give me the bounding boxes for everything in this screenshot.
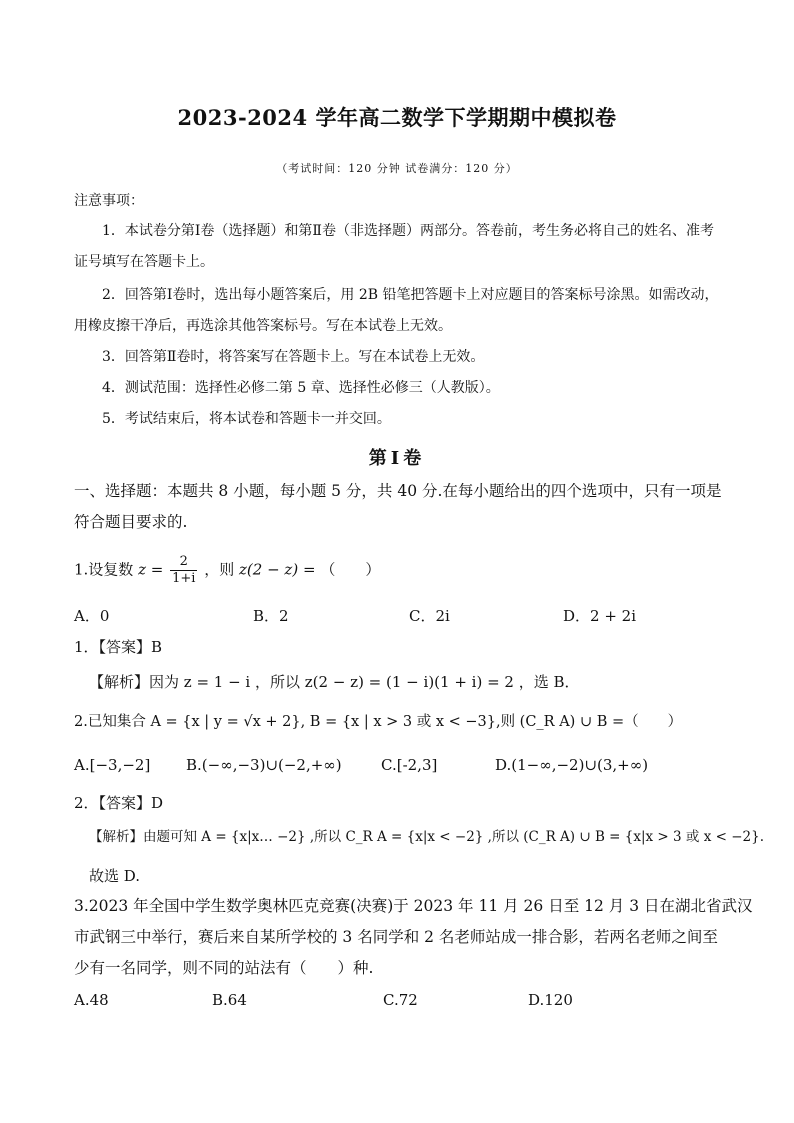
section-intro-line2: 符合题目要求的. bbox=[74, 513, 188, 531]
notes-heading: 注意事项： bbox=[74, 193, 144, 209]
q1-analysis: 【解析】因为 z = 1 − i ，所以 z(2 − z) = (1 − i)(1 + i) = 2 ，选 B． bbox=[89, 673, 580, 691]
q1-option-b: B．2 bbox=[253, 607, 289, 625]
note-item-1: 1．本试卷分第Ⅰ卷（选择题）和第Ⅱ卷（非选择题）两部分。答卷前，考生务必将自己的姓名、准考 bbox=[102, 223, 714, 239]
q1-expr: z(2 − z) = bbox=[239, 560, 316, 579]
page-title: 2023-2024 学年高二数学下学期期中模拟卷 bbox=[177, 105, 617, 130]
note-item-5: 5．考试结束后，将本试卷和答题卡一并交回。 bbox=[102, 411, 391, 427]
section-title: 第Ⅰ卷 bbox=[368, 448, 426, 469]
q1-answer: 1．【答案】B bbox=[74, 638, 163, 656]
q1-option-c: C．2i bbox=[409, 607, 450, 625]
q1-frac-numerator: 2 bbox=[170, 554, 197, 571]
q1-prefix: 1.设复数 bbox=[74, 560, 134, 579]
q1-option-a: A．0 bbox=[74, 607, 110, 625]
section-intro-line1: 一、选择题：本题共 8 小题，每小题 5 分，共 40 分.在每小题给出的四个选项中，只有一项是 bbox=[74, 482, 722, 500]
q1-z-eq: z = bbox=[138, 560, 164, 579]
q3-option-a: A.48 bbox=[74, 991, 109, 1009]
q3-option-c: C.72 bbox=[383, 991, 418, 1009]
q2-analysis-1: 【解析】由题可知 A = {x|x… −2} ,所以 C_R A = {x|x < −2} ,所以 (C_R A) ∪ B = {x|x > 3 或 x < −2}. bbox=[89, 829, 764, 845]
note-item-2: 2．回答第Ⅰ卷时，选出每小题答案后，用 2B 铅笔把答题卡上对应题目的答案标号涂黑。如需改动， bbox=[102, 287, 719, 303]
note-item-3: 3．回答第Ⅱ卷时，将答案写在答题卡上。写在本试卷上无效。 bbox=[102, 349, 485, 365]
q1-option-d: D．2 + 2i bbox=[563, 607, 637, 625]
question-2-stem: 2.已知集合 A = {x | y = √x + 2}, B = {x | x > 3 或 x < −3},则 (C_R A) ∪ B =（ ） bbox=[74, 714, 683, 730]
exam-info-subtitle: （考试时间：120 分钟 试卷满分：120 分） bbox=[276, 162, 518, 175]
q2-answer: 2．【答案】D bbox=[74, 794, 164, 812]
q2-analysis-2: 故选 D. bbox=[89, 867, 141, 885]
q2-option-d: D.(1−∞,−2)∪(3,+∞) bbox=[495, 756, 649, 774]
q2-option-a: A.[−3,−2] bbox=[74, 756, 151, 774]
q1-frac-denominator: 1+i bbox=[172, 571, 196, 586]
note-item-4: 4．测试范围：选择性必修二第 5 章、选择性必修三（人教版）。 bbox=[102, 380, 500, 396]
q3-option-d: D.120 bbox=[528, 991, 573, 1009]
q2-option-b: B.(−∞,−3)∪(−2,+∞) bbox=[186, 756, 342, 774]
q1-mid: ，则 bbox=[204, 560, 235, 579]
note-item-1-cont: 证号填写在答题卡上。 bbox=[74, 254, 214, 270]
question-3-line3: 少有一名同学，则不同的站法有（ ）种. bbox=[74, 959, 374, 977]
question-3-line1: 3.2023 年全国中学生数学奥林匹克竞赛(决赛)于 2023 年 11 月 26 日至 12 月 3 日在湖北省武汉 bbox=[74, 897, 753, 915]
q2-option-c: C.[-2,3] bbox=[381, 756, 438, 774]
q1-fraction bbox=[170, 554, 197, 587]
question-3-line2: 市武钢三中举行，赛后来自某所学校的 3 名同学和 2 名老师站成一排合影，若两名老师之间至 bbox=[74, 928, 718, 946]
q3-option-b: B.64 bbox=[212, 991, 247, 1009]
q1-blank: （ ） bbox=[320, 560, 381, 579]
note-item-2-cont: 用橡皮擦干净后，再选涂其他答案标号。写在本试卷上无效。 bbox=[74, 318, 452, 334]
question-1-stem bbox=[74, 554, 380, 587]
